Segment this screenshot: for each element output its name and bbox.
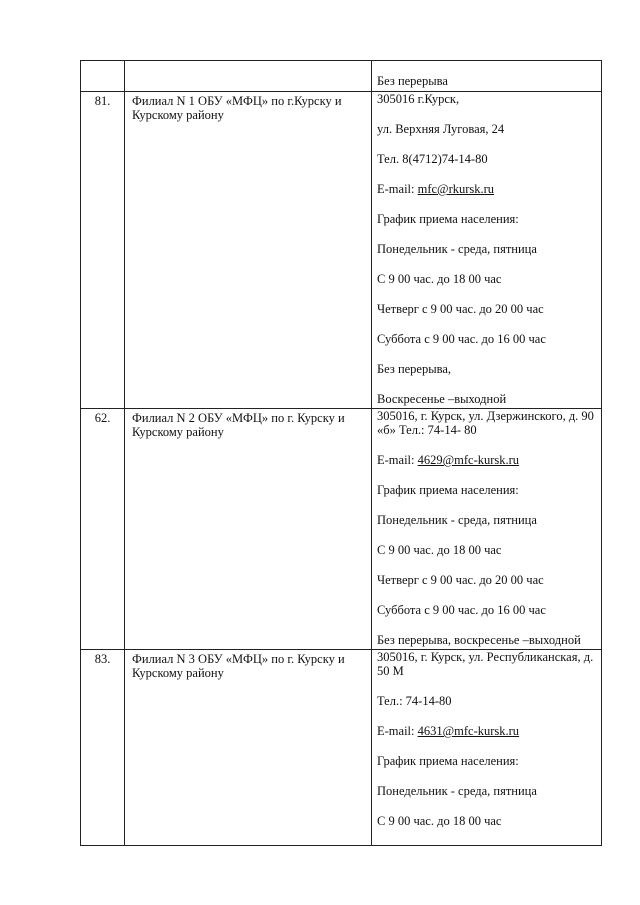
table-row (81, 92, 602, 409)
address-line: 305016 г.Курск, (377, 92, 460, 106)
row-number: 83. (81, 650, 125, 846)
branch-info (372, 61, 602, 92)
phone-line: Тел.: 74-14-80 (377, 694, 452, 708)
phone-line: Тел. 8(4712)74-14-80 (377, 152, 488, 166)
schedule-line: Суббота с 9 00 час. до 16 00 час (377, 332, 546, 346)
schedule-line: С 9 00 час. до 18 00 час (377, 543, 502, 557)
branch-name (125, 61, 372, 92)
table-row (81, 650, 602, 846)
email-line (377, 724, 599, 754)
email-link[interactable]: 4631@mfc-kursk.ru (417, 724, 520, 738)
address-line: 305016, г. Курск, ул. Республиканская, д. 50 М (377, 650, 594, 678)
schedule-line: Без перерыва (377, 74, 448, 88)
schedule-line: Понедельник - среда, пятница (377, 513, 537, 527)
schedule-line: С 9 00 час. до 18 00 час (377, 814, 502, 828)
schedule-line: Суббота с 9 00 час. до 16 00 час (377, 603, 546, 617)
schedule-line: Понедельник - среда, пятница (377, 784, 537, 798)
schedule-title: График приема населения: (377, 754, 519, 768)
schedule-title: График приема населения: (377, 483, 519, 497)
row-number: 62. (81, 409, 125, 650)
branch-name: Филиал N 2 ОБУ «МФЦ» по г. Курску и Курскому району (125, 409, 372, 650)
email-line (377, 182, 599, 212)
schedule-line: Понедельник - среда, пятница (377, 242, 537, 256)
email-link[interactable]: 4629@mfc-kursk.ru (417, 453, 520, 467)
email-link[interactable]: mfc@rkursk.ru (417, 182, 495, 196)
schedule-title: График приема населения: (377, 212, 519, 226)
email-label: E-mail: (377, 453, 418, 467)
address-line: 305016, г. Курск, ул. Дзержинского, д. 90 «б» Тел.: 74-14- 80 (377, 409, 594, 437)
schedule-line: Воскресенье –выходной (377, 392, 507, 406)
branch-info (372, 409, 602, 650)
schedule-line: Четверг с 9 00 час. до 20 00 час (377, 302, 544, 316)
branch-name: Филиал N 1 ОБУ «МФЦ» по г.Курску и Курскому району (125, 92, 372, 409)
branch-info (372, 650, 602, 846)
branch-info (372, 92, 602, 409)
row-number (81, 61, 125, 92)
mfc-branches-table (80, 60, 602, 846)
email-line (377, 453, 599, 483)
schedule-line: Без перерыва, воскресенье –выходной (377, 633, 581, 647)
row-number: 81. (81, 92, 125, 409)
schedule-line: С 9 00 час. до 18 00 час (377, 272, 502, 286)
schedule-line: Четверг с 9 00 час. до 20 00 час (377, 573, 544, 587)
address-line: ул. Верхняя Луговая, 24 (377, 122, 505, 136)
table-row (81, 61, 602, 92)
email-label: E-mail: (377, 182, 418, 196)
table-row (81, 409, 602, 650)
email-label: E-mail: (377, 724, 418, 738)
schedule-line: Без перерыва, (377, 362, 452, 376)
branch-name: Филиал N 3 ОБУ «МФЦ» по г. Курску и Курскому району (125, 650, 372, 846)
